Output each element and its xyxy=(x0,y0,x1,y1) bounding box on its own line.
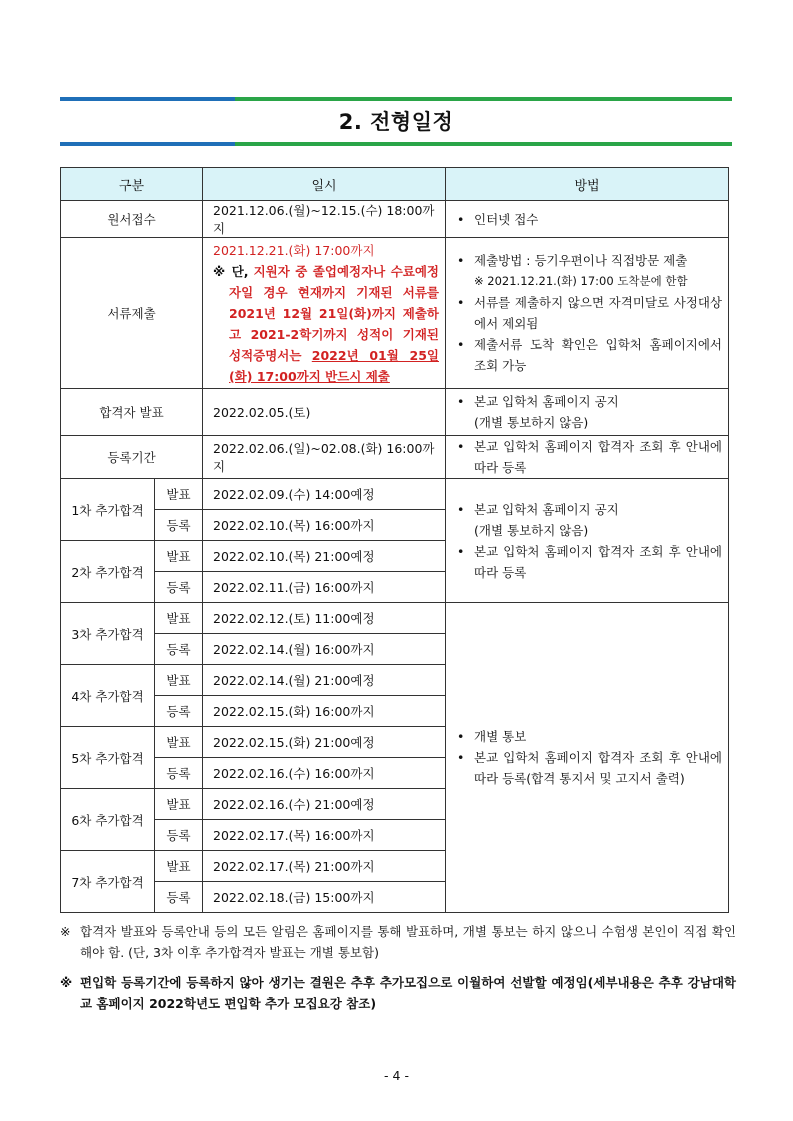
row-documents xyxy=(61,238,729,389)
row-round-announce xyxy=(61,479,729,510)
note-mark: ※ xyxy=(60,924,71,939)
note-mark: ※ xyxy=(60,975,73,990)
row-method xyxy=(446,238,729,389)
round-label: 7차 추가합격 xyxy=(61,851,155,913)
row-date: 2022.02.06.(일)~02.08.(화) 16:00까지 xyxy=(203,436,446,479)
header-datetime: 일시 xyxy=(203,168,446,201)
round-announce-date: 2022.02.17.(목) 21:00까지 xyxy=(203,851,446,882)
row-label: 합격자 발표 xyxy=(61,389,203,436)
method-item: • 제출서류 도착 확인은 입학처 홈페이지에서 조회 가능 xyxy=(452,334,722,376)
row-result xyxy=(61,389,729,436)
sub-announce: 발표 xyxy=(155,541,203,572)
round-label: 1차 추가합격 xyxy=(61,479,155,541)
sub-register: 등록 xyxy=(155,696,203,727)
round-announce-date: 2022.02.15.(화) 21:00예정 xyxy=(203,727,446,758)
docs-note-text: 지원자 중 졸업예정자나 수료예정자일 경우 현재까지 기재된 서류를 2021년 12월 21일(화)까지 제출하고 2021-2학기까지 성적이 기재된 성적증명서는 xyxy=(229,263,440,363)
method-item: • 본교 입학처 홈페이지 합격자 조회 후 안내에 따라 등록(합격 통지서 및 고지서 출력) xyxy=(452,747,722,789)
round-register-date: 2022.02.10.(목) 16:00까지 xyxy=(203,510,446,541)
early-rounds-method xyxy=(446,479,729,603)
round-announce-date: 2022.02.16.(수) 21:00예정 xyxy=(203,789,446,820)
table-header-row xyxy=(61,168,729,201)
round-register-date: 2022.02.16.(수) 16:00까지 xyxy=(203,758,446,789)
docs-deadline: 2021.12.21.(화) 17:00까지 xyxy=(213,242,375,258)
docs-note-underline: 2022년 01월 25일(화) 17:00까지 반드시 제출 xyxy=(229,347,439,384)
sub-register: 등록 xyxy=(155,820,203,851)
notice-1 xyxy=(60,921,736,963)
round-label: 3차 추가합격 xyxy=(61,603,155,665)
header-category: 구분 xyxy=(61,168,203,201)
page-number: - 4 - xyxy=(384,1068,409,1083)
page-title: 2. 전형일정 xyxy=(338,110,454,134)
note-text: 편입학 등록기간에 등록하지 않아 생기는 결원은 추후 추가모집으로 이월하여 선발할 예정임(세부내용은 추후 강남대학교 홈페이지 2022학년도 편입학 추가 모집요강 참조) xyxy=(80,975,736,1011)
method-item: • 인터넷 접수 xyxy=(452,209,722,230)
row-round-announce xyxy=(61,603,729,634)
sub-register: 등록 xyxy=(155,510,203,541)
row-method xyxy=(446,201,729,238)
row-method xyxy=(446,389,729,436)
round-announce-date: 2022.02.09.(수) 14:00예정 xyxy=(203,479,446,510)
row-date xyxy=(203,238,446,389)
notice-2 xyxy=(60,972,736,1014)
row-label: 원서접수 xyxy=(61,201,203,238)
round-announce-date: 2022.02.12.(토) 11:00예정 xyxy=(203,603,446,634)
round-label: 2차 추가합격 xyxy=(61,541,155,603)
sub-announce: 발표 xyxy=(155,603,203,634)
sub-register: 등록 xyxy=(155,572,203,603)
round-register-date: 2022.02.14.(월) 16:00까지 xyxy=(203,634,446,665)
round-register-date: 2022.02.11.(금) 16:00까지 xyxy=(203,572,446,603)
late-rounds-method xyxy=(446,603,729,913)
docs-note-mark: ※ 단, xyxy=(213,263,249,279)
row-date: 2022.02.05.(토) xyxy=(203,389,446,436)
sub-announce: 발표 xyxy=(155,851,203,882)
round-label: 6차 추가합격 xyxy=(61,789,155,851)
schedule-table xyxy=(60,167,729,913)
sub-announce: 발표 xyxy=(155,727,203,758)
round-register-date: 2022.02.18.(금) 15:00까지 xyxy=(203,882,446,913)
header-method: 방법 xyxy=(446,168,729,201)
sub-announce: 발표 xyxy=(155,789,203,820)
sub-announce: 발표 xyxy=(155,479,203,510)
round-announce-date: 2022.02.14.(월) 21:00예정 xyxy=(203,665,446,696)
sub-announce: 발표 xyxy=(155,665,203,696)
method-item: • 본교 입학처 홈페이지 공지 (개별 통보하지 않음) xyxy=(452,499,722,541)
method-item: • 개별 통보 xyxy=(452,726,722,747)
row-application xyxy=(61,201,729,238)
method-sub: (개별 통보하지 않음) xyxy=(474,415,589,430)
method-sub: ※ 2021.12.21.(화) 17:00 도착분에 한함 xyxy=(474,274,688,288)
round-register-date: 2022.02.15.(화) 16:00까지 xyxy=(203,696,446,727)
method-item: • 서류를 제출하지 않으면 자격미달로 사정대상에서 제외됨 xyxy=(452,292,722,334)
method-item: • 본교 입학처 홈페이지 합격자 조회 후 안내에 따라 등록 xyxy=(452,436,722,478)
method-item: • 제출방법 : 등기우편이나 직접방문 제출 ※ 2021.12.21.(화) 17:00 도착분에 한함 xyxy=(452,250,722,292)
round-label: 4차 추가합격 xyxy=(61,665,155,727)
title-bottom-rule xyxy=(60,142,732,146)
method-item: • 본교 입학처 홈페이지 합격자 조회 후 안내에 따라 등록 xyxy=(452,541,722,583)
row-label: 등록기간 xyxy=(61,436,203,479)
sub-register: 등록 xyxy=(155,634,203,665)
note-text: 합격자 발표와 등록안내 등의 모든 알림은 홈페이지를 통해 발표하며, 개별 통보는 하지 않으니 수험생 본인이 직접 확인해야 함. (단, 3차 이후 추가합격자 발표는 개별 통보함) xyxy=(80,924,736,960)
row-method xyxy=(446,436,729,479)
round-label: 5차 추가합격 xyxy=(61,727,155,789)
row-register xyxy=(61,436,729,479)
row-label: 서류제출 xyxy=(61,238,203,389)
method-sub: (개별 통보하지 않음) xyxy=(474,522,589,538)
round-register-date: 2022.02.17.(목) 16:00까지 xyxy=(203,820,446,851)
method-item: • 본교 입학처 홈페이지 공지 (개별 통보하지 않음) xyxy=(452,391,722,433)
sub-register: 등록 xyxy=(155,758,203,789)
row-date: 2021.12.06.(월)~12.15.(수) 18:00까지 xyxy=(203,201,446,238)
title-top-rule xyxy=(60,97,732,101)
sub-register: 등록 xyxy=(155,882,203,913)
round-announce-date: 2022.02.10.(목) 21:00예정 xyxy=(203,541,446,572)
